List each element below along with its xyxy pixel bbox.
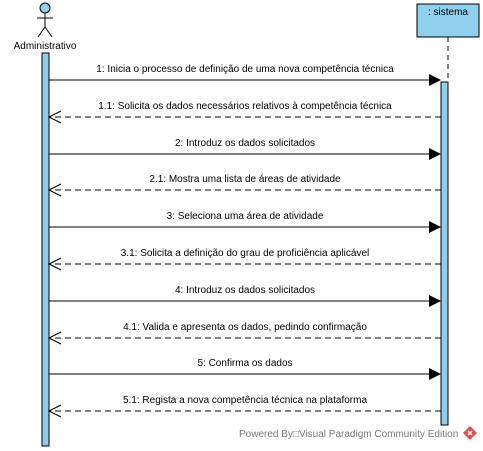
message-6 <box>49 248 441 270</box>
message-3 <box>49 138 441 160</box>
message-label: 5.1: Regista a nova competência técnica na plataforma <box>122 395 368 406</box>
message-10 <box>49 395 441 417</box>
message-label: 1: Inicia o processo de definição de uma nova competência técnica <box>96 64 394 75</box>
filled-arrowhead-icon <box>429 74 441 86</box>
message-label: 3: Seleciona uma área de atividade <box>166 211 324 222</box>
messages-group <box>49 64 441 417</box>
message-label: 4: Introduz os dados solicitados <box>174 285 316 296</box>
filled-arrowhead-icon <box>429 148 441 160</box>
system-object-name: : sistema <box>427 7 469 18</box>
message-8 <box>49 322 441 344</box>
message-7 <box>49 285 441 307</box>
watermark-text: Powered By□Visual Paradigm Community Edition <box>239 429 459 440</box>
message-label: 2: Introduz os dados solicitados <box>174 138 316 149</box>
message-label: 4.1: Valida e apresenta os dados, pedindo confirmação <box>123 322 367 333</box>
message-label: 1.1: Solicita os dados necessários relativos à competência técnica <box>98 101 392 112</box>
actor-activation-bar <box>42 53 49 446</box>
message-9 <box>49 358 441 380</box>
message-4 <box>49 174 441 196</box>
actor-name: Administrativo <box>13 41 77 52</box>
message-label: 5: Confirma os dados <box>197 358 293 369</box>
filled-arrowhead-icon <box>429 221 441 233</box>
message-label: 2.1: Mostra uma lista de áreas de atividade <box>149 174 341 185</box>
filled-arrowhead-icon <box>429 295 441 307</box>
visual-paradigm-logo-icon <box>463 426 477 440</box>
message-5 <box>49 211 441 233</box>
system-activation-bar <box>441 82 448 425</box>
message-2 <box>49 101 441 123</box>
message-1 <box>49 64 441 86</box>
message-label: 3.1: Solicita a definição do grau de proficiência aplicável <box>120 248 370 259</box>
actor-stick-figure-icon <box>37 3 53 37</box>
filled-arrowhead-icon <box>429 368 441 380</box>
